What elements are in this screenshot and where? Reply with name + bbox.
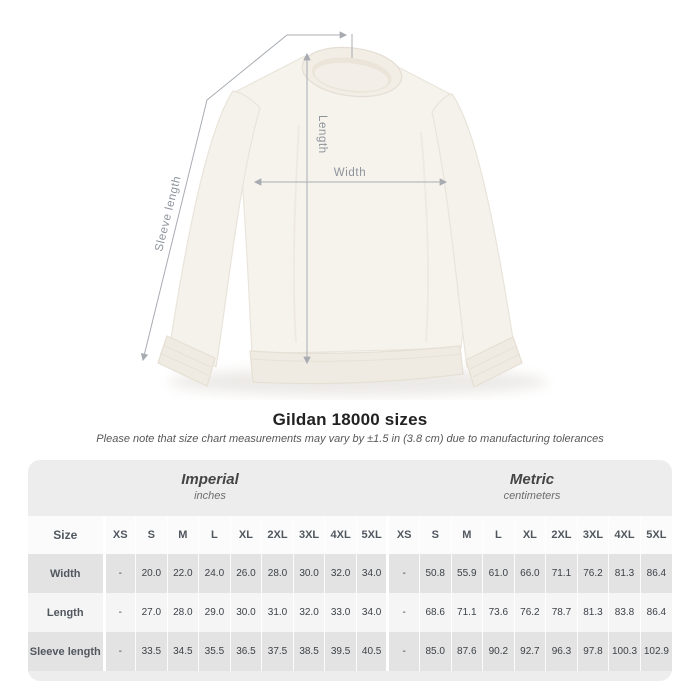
measurement-value: - — [104, 632, 136, 671]
measurement-value: 76.2 — [577, 554, 609, 593]
size-col-imperial-3xl: 3XL — [293, 516, 325, 554]
measurement-value: 34.0 — [356, 554, 388, 593]
row-label: Length — [46, 606, 84, 619]
imperial-label: Imperial — [181, 471, 239, 488]
size-col-imperial-4xl: 4XL — [325, 516, 357, 554]
measurement-value: 31.0 — [262, 593, 294, 632]
size-col-imperial-5xl: 5XL — [356, 516, 388, 554]
measurement-value: 96.3 — [546, 632, 578, 671]
tolerance-note: Please note that size chart measurements may vary by ±1.5 in (3.8 cm) due to manufacturing tolerances — [96, 433, 604, 445]
measurement-value: 22.0 — [167, 554, 199, 593]
measurement-value: - — [104, 593, 136, 632]
size-col-imperial-l: L — [199, 516, 231, 554]
measurement-value: 32.0 — [293, 593, 325, 632]
measurement-value: 27.0 — [136, 593, 168, 632]
metric-label: Metric — [509, 471, 555, 488]
measurement-value: 29.0 — [199, 593, 231, 632]
row-label: Width — [50, 567, 81, 580]
measurement-value: - — [388, 593, 420, 632]
measurement-row-length — [28, 593, 672, 632]
measurement-row-width — [28, 554, 672, 593]
measurement-value: 34.0 — [356, 593, 388, 632]
measurement-value: - — [388, 632, 420, 671]
shirt-body — [233, 53, 464, 354]
measurement-value: 50.8 — [419, 554, 451, 593]
size-col-imperial-s: S — [136, 516, 168, 554]
size-table — [28, 516, 672, 671]
measurement-value: 61.0 — [483, 554, 515, 593]
metric-section-header — [392, 460, 672, 516]
measurement-value: 90.2 — [483, 632, 515, 671]
measurement-value: 39.5 — [325, 632, 357, 671]
size-col-imperial-2xl: 2XL — [262, 516, 294, 554]
measurement-value: 92.7 — [514, 632, 546, 671]
width-label: Width — [333, 167, 367, 179]
length-label: Length — [316, 115, 328, 154]
measurement-value: 24.0 — [199, 554, 231, 593]
measurement-value: 86.4 — [640, 593, 672, 632]
size-col-metric-xl: XL — [514, 516, 546, 554]
measurement-value: - — [388, 554, 420, 593]
size-col-metric-4xl: 4XL — [609, 516, 641, 554]
units-header — [28, 460, 672, 516]
measurement-value: 81.3 — [577, 593, 609, 632]
measurement-value: 34.5 — [167, 632, 199, 671]
size-col-metric-m: M — [451, 516, 483, 554]
measurement-value: 36.5 — [230, 632, 262, 671]
measurement-value: 35.5 — [199, 632, 231, 671]
sweatshirt-illustration — [158, 42, 522, 387]
measurement-row-sleeve-length — [28, 632, 672, 671]
measurement-value: 26.0 — [230, 554, 262, 593]
measurement-value: 28.0 — [167, 593, 199, 632]
size-col-metric-l: L — [483, 516, 515, 554]
row-label: Sleeve length — [29, 645, 101, 658]
measurement-value: 37.5 — [262, 632, 294, 671]
measurement-value: 32.0 — [325, 554, 357, 593]
measurement-value: 78.7 — [546, 593, 578, 632]
measurement-value: 73.6 — [483, 593, 515, 632]
measurement-value: 97.8 — [577, 632, 609, 671]
measurement-value: 81.3 — [609, 554, 641, 593]
measurement-value: 33.0 — [325, 593, 357, 632]
measurement-value: - — [104, 554, 136, 593]
measurement-value: 87.6 — [451, 632, 483, 671]
size-column-header: Size — [53, 528, 78, 542]
measurement-value: 86.4 — [640, 554, 672, 593]
size-header-row — [28, 516, 672, 554]
measurement-value: 66.0 — [514, 554, 546, 593]
imperial-unit: inches — [194, 490, 226, 502]
measurement-value: 85.0 — [419, 632, 451, 671]
sleeve-length-label: Sleeve length — [153, 174, 184, 253]
measurement-value: 38.5 — [293, 632, 325, 671]
measurement-value: 83.8 — [609, 593, 641, 632]
measurement-value: 28.0 — [262, 554, 294, 593]
size-col-metric-5xl: 5XL — [640, 516, 672, 554]
size-col-imperial-m: M — [167, 516, 199, 554]
measurement-value: 33.5 — [136, 632, 168, 671]
measurement-value: 20.0 — [136, 554, 168, 593]
size-col-metric-xs: XS — [388, 516, 420, 554]
measurement-value: 30.0 — [230, 593, 262, 632]
measurement-value: 100.3 — [609, 632, 641, 671]
page-title: Gildan 18000 sizes — [272, 410, 428, 429]
size-col-metric-2xl: 2XL — [546, 516, 578, 554]
measurement-value: 71.1 — [451, 593, 483, 632]
size-col-imperial-xl: XL — [230, 516, 262, 554]
measurement-value: 71.1 — [546, 554, 578, 593]
measurement-value: 40.5 — [356, 632, 388, 671]
measurement-value: 68.6 — [419, 593, 451, 632]
metric-unit: centimeters — [503, 490, 561, 502]
size-col-metric-3xl: 3XL — [577, 516, 609, 554]
imperial-section-header — [28, 460, 392, 516]
size-col-imperial-xs: XS — [104, 516, 136, 554]
measurement-value: 102.9 — [640, 632, 672, 671]
size-table-card — [28, 460, 672, 681]
measurement-value: 76.2 — [514, 593, 546, 632]
measurement-value: 55.9 — [451, 554, 483, 593]
size-col-metric-s: S — [419, 516, 451, 554]
measurement-value: 30.0 — [293, 554, 325, 593]
